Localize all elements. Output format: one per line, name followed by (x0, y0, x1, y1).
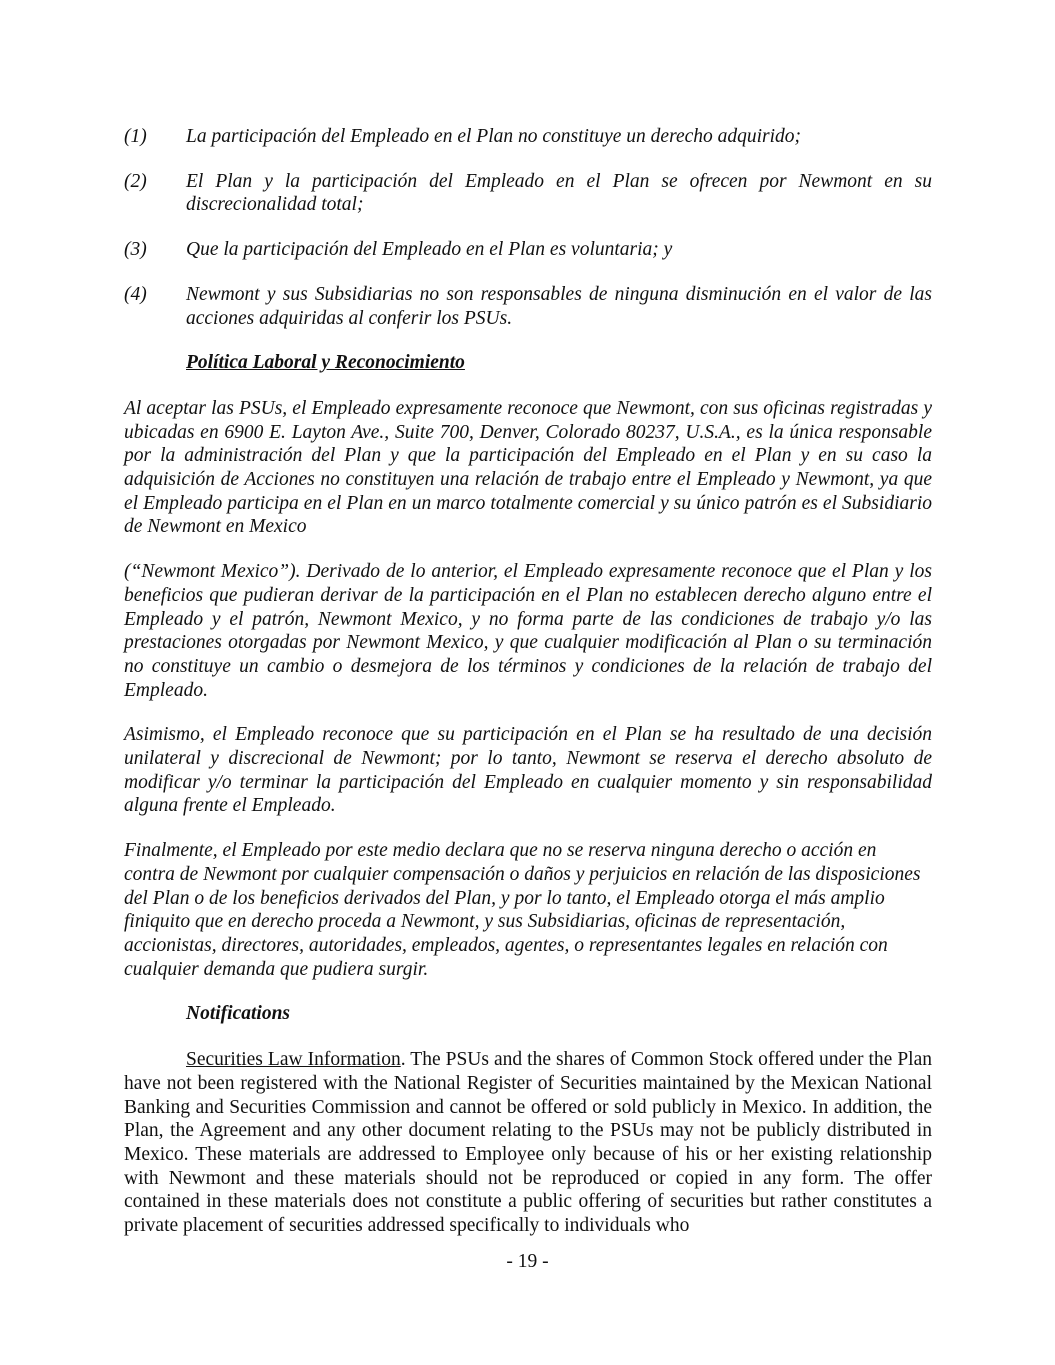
list-item-number: (4) (124, 283, 147, 305)
labor-policy-heading: Política Laboral y Reconocimiento (186, 352, 465, 374)
labor-paragraph: Finalmente, el Empleado por este medio declara que no se reserva ninguna derecho o acción en contra de Newmont por cualquier compensación o daños y perjuicios en relación de las disposiciones del Plan o de los beneficios derivados del Plan, y por lo tanto, el Empleado otorga el más amplio finiquito que en derecho proceda a Newmont, y sus Subsidiarias, oficinas de representación, accionistas, directores, autoridades, empleados, agentes, o representantes legales en relación con cualquier demanda que pudiera surgir. (124, 840, 921, 980)
list-item (124, 170, 932, 217)
securities-body: . The PSUs and the shares of Common Stock offered under the Plan have not been registered with the National Register of Securities maintained by the Mexican National Banking and Securities Commission and cannot be offered or sold publicly in Mexico. In addition, the Plan, the Agreement and any other document relating to the PSUs may not be publicly distributed in Mexico. These materials are addressed to Employee only because of his or her existing relationship with Newmont and these materials should not be reproduced or copied in any form. The offer contained in these materials does not constitute a public offering of securities but rather constitutes a private placement of securities addressed specifically to individuals who (124, 1049, 932, 1237)
list-item-text: Que la participación del Empleado en el Plan es voluntaria; y (186, 239, 673, 261)
document-page (124, 125, 932, 1238)
list-item (124, 283, 932, 330)
list-item-text: Newmont y sus Subsidiarias no son responsables de ninguna disminución en el valor de las acciones adquiridas al conferir los PSUs. (186, 283, 932, 329)
securities-paragraph (124, 1048, 932, 1238)
labor-paragraph: (“Newmont Mexico”). Derivado de lo anterior, el Empleado expresamente reconoce que el Plan y los beneficios que pudieran derivar de la participación en el Plan no establecen derecho alguno entre el Empleado y el patrón, Newmont Mexico, y no forma parte de las condiciones de trabajo y/o las prestaciones otorgadas por Newmont Mexico, y que cualquier modificación al Plan o su terminación no constituye un cambio o desmejora de los términos y condiciones de la relación de trabajo del Empleado. (124, 561, 932, 701)
list-item-number: (2) (124, 170, 147, 192)
list-item-number: (1) (124, 126, 147, 147)
labor-paragraph: Asimismo, el Empleado reconoce que su participación en el Plan se ha resultado de una decisión unilateral y discrecional de Newmont; por lo tanto, Newmont se reserva el derecho absoluto de modificar y/o terminar la participación del Empleado en cualquier momento y sin responsabilidad alguna frente el Empleado. (124, 724, 932, 817)
list-item-number: (3) (124, 239, 147, 261)
labor-paragraph: Al aceptar las PSUs, el Empleado expresamente reconoce que Newmont, con sus oficinas registradas y ubicadas en 6900 E. Layton Ave., Suite 700, Denver, Colorado 80237, U.S.A., es la única responsable por la administración del Plan y que la participación del Empleado en el Plan y en su caso la adquisición de Acciones no constituyen una relación de trabajo entre el Empleado y Newmont, ya que el Empleado participa en el Plan en un marco totalmente comercial y su único patrón es el Subsidiario de Newmont en Mexico (124, 397, 932, 538)
list-item-text: El Plan y la participación del Empleado en el Plan se ofrecen por Newmont en su discrecionalidad total; (186, 170, 932, 216)
list-item (124, 238, 932, 262)
list-item (124, 125, 932, 149)
page-number: - 19 - (506, 1251, 549, 1272)
securities-title: Securities Law Information (186, 1049, 401, 1071)
notifications-heading: Notifications (186, 1003, 291, 1025)
list-item-text: La participación del Empleado en el Plan no constituye un derecho adquirido; (186, 126, 802, 147)
